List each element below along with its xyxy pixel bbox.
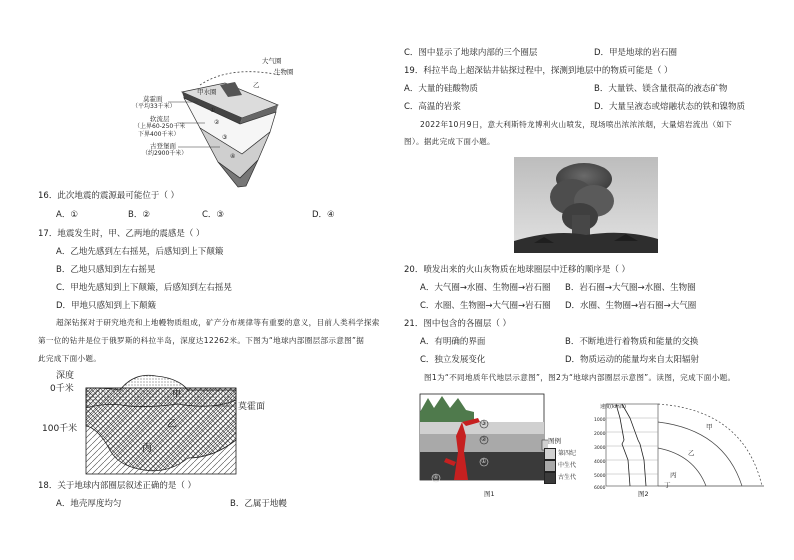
label-hydrosphere: 甲水圈	[197, 88, 217, 96]
label-yi: 乙	[253, 81, 260, 89]
q19-option-b[interactable]: B．大量铁、镁含量很高的液态矿物	[594, 84, 728, 94]
q19-stem: 19．科拉半岛上超深钻井钻探过程中，探测到地层中的物质可能是（ ）	[404, 66, 673, 76]
label-bing: 丙	[142, 443, 152, 454]
depth-label: 深度	[56, 371, 75, 381]
circle-3: ③	[222, 134, 228, 141]
passage2-line-1: 2022年10月9日，意大利斯特龙博利火山喷发，现场喷出浓浓浓烟，大量熔岩流出（如下	[420, 120, 733, 129]
q21-option-c[interactable]: C．独立发展变化	[420, 355, 486, 365]
speed-label: 速度(km/s)	[600, 404, 626, 410]
hundred-km-label: 100千米	[42, 424, 78, 434]
q20-option-d[interactable]: D．水圈、生物圈→岩石圈→大气圈	[565, 301, 697, 311]
legend-mesozoic: 中生代	[558, 462, 577, 469]
depth-5000: 5000	[594, 474, 606, 479]
quad-label-yi: 乙	[688, 449, 695, 457]
label-astheno-range1: （上界60-250千米	[134, 123, 186, 130]
strata-circle-3: ③	[481, 420, 487, 427]
q16-option-a[interactable]: A．①	[56, 210, 78, 220]
q20-option-b[interactable]: B．岩石圈→大气圈→水圈、生物圈	[565, 283, 696, 293]
q18-option-d[interactable]: D．甲是地球的岩石圈	[594, 48, 678, 58]
depth-2000: 2000	[594, 432, 606, 437]
q18-stem: 18．关于地球内部圈层叙述正确的是（ ）	[38, 481, 197, 491]
volcano-eruption-photo	[514, 157, 658, 253]
quad-label-jia: 甲	[706, 423, 713, 431]
q16-stem: 16．此次地震的震源最可能位于（ ）	[38, 191, 180, 201]
circle-1: ①	[210, 107, 216, 114]
label-biosphere: 生物圈	[274, 68, 294, 76]
q21-option-a[interactable]: A．有明确的界面	[420, 337, 486, 347]
legend-title: 图例	[548, 437, 561, 445]
legend-quaternary: 第四纪	[558, 450, 577, 457]
legend-swatch-mesozoic	[544, 460, 556, 472]
depth-1000: 1000	[594, 418, 606, 423]
passage-line-3: 此完成下面小题。	[38, 354, 102, 363]
passage-line-1: 超深钻探对于研究地壳和上地幔物质组成，矿产分布规律等有重要的意义，目前人类科学探索	[56, 318, 380, 327]
label-moho-avg: （平均33千米）	[132, 103, 176, 110]
q19-option-a[interactable]: A．大量的硅酸物质	[404, 84, 478, 94]
passage-line-2: 第一位的钻井是位于俄罗斯的科拉半岛，深度达12262米。下图为“地球内部圈层部示意图”据	[38, 336, 365, 345]
passage2-line-2: 图）。据此完成下面小题。	[404, 137, 495, 146]
q16-option-c[interactable]: C．③	[202, 210, 225, 220]
q17-stem: 17．地震发生时，甲、乙两地的震感是（ ）	[38, 229, 205, 239]
label-moho: 莫霍面	[143, 95, 163, 103]
passage3: 图1为“不同地质年代地层示意图”，图2为“地球内部圈层示意图”。读图，完成下面小题。	[424, 373, 736, 382]
fig2-caption: 图2	[638, 490, 649, 498]
q18-option-c[interactable]: C．图中显示了地球内部的三个圈层	[404, 48, 538, 58]
label-astheno-range2: 下界400千米）	[138, 131, 180, 138]
q18-option-b[interactable]: B．乙属于地幔	[230, 499, 287, 509]
quad-label-bing: 丙	[670, 471, 677, 479]
q17-option-c[interactable]: C．甲地先感知到上下颠簸，后感知到左右摇晃	[56, 283, 232, 293]
q21-option-d[interactable]: D．物质运动的能量均来自太阳辐射	[565, 355, 700, 365]
fig1-caption: 图1	[484, 490, 495, 498]
layer-cross-section-figure	[38, 366, 258, 478]
q20-option-a[interactable]: A．大气圈→水圈、生物圈→岩石圈	[420, 283, 551, 293]
strata-circle-2: ②	[481, 436, 487, 443]
legend-paleozoic: 古生代	[558, 474, 577, 481]
label-moho-2: 莫霍面	[238, 402, 266, 412]
label-gutenberg-depth: （约2900千米）	[142, 150, 188, 157]
q21-stem: 21．图中包含的各圈层（ ）	[404, 319, 512, 329]
depth-3000: 3000	[594, 446, 606, 451]
q17-option-a[interactable]: A．乙地先感到左右摇晃，后感知到上下颠簸	[56, 247, 224, 257]
legend-swatch-paleozoic	[544, 472, 556, 484]
label-gutenberg: 古登堡面	[150, 142, 176, 150]
strata-circle-1: ①	[481, 458, 487, 465]
zero-km-label: 0千米	[50, 384, 74, 394]
q19-option-c[interactable]: C．高温的岩浆	[404, 102, 461, 112]
label-yi-2: 乙	[167, 419, 177, 430]
depth-6000: 6000	[594, 486, 606, 491]
q16-option-d[interactable]: D．④	[312, 210, 335, 220]
circle-2: ②	[214, 119, 220, 126]
q17-option-b[interactable]: B．乙地只感知到左右摇晃	[56, 265, 156, 275]
q20-option-c[interactable]: C．水圈、生物圈→大气圈→岩石圈	[420, 301, 551, 311]
q20-stem: 20．喷发出来的火山灰物质在地球圈层中迁移的顺序是（ ）	[404, 265, 631, 275]
q16-option-b[interactable]: B．②	[128, 210, 150, 220]
depth-4000: 4000	[594, 460, 606, 465]
label-atmosphere: 大气圈	[262, 57, 282, 65]
label-asthenosphere: 软流层	[150, 115, 170, 123]
quad-label-ding: 丁	[664, 481, 671, 489]
label-jia: 甲	[172, 390, 182, 400]
earth-layers-quadrant-figure	[594, 400, 766, 490]
q18-option-a[interactable]: A．地壳厚度均匀	[56, 499, 122, 509]
circle-4: ④	[230, 153, 236, 160]
legend-swatch-quaternary	[544, 448, 556, 460]
q21-option-b[interactable]: B．不断地进行着物质和能量的交换	[565, 337, 699, 347]
q19-option-d[interactable]: D．大量呈液态或熔融状态的铁和镍物质	[594, 102, 746, 112]
strata-circle-4: ④	[433, 474, 439, 481]
q17-option-d[interactable]: D．甲地只感知到上下颠簸	[56, 301, 157, 311]
